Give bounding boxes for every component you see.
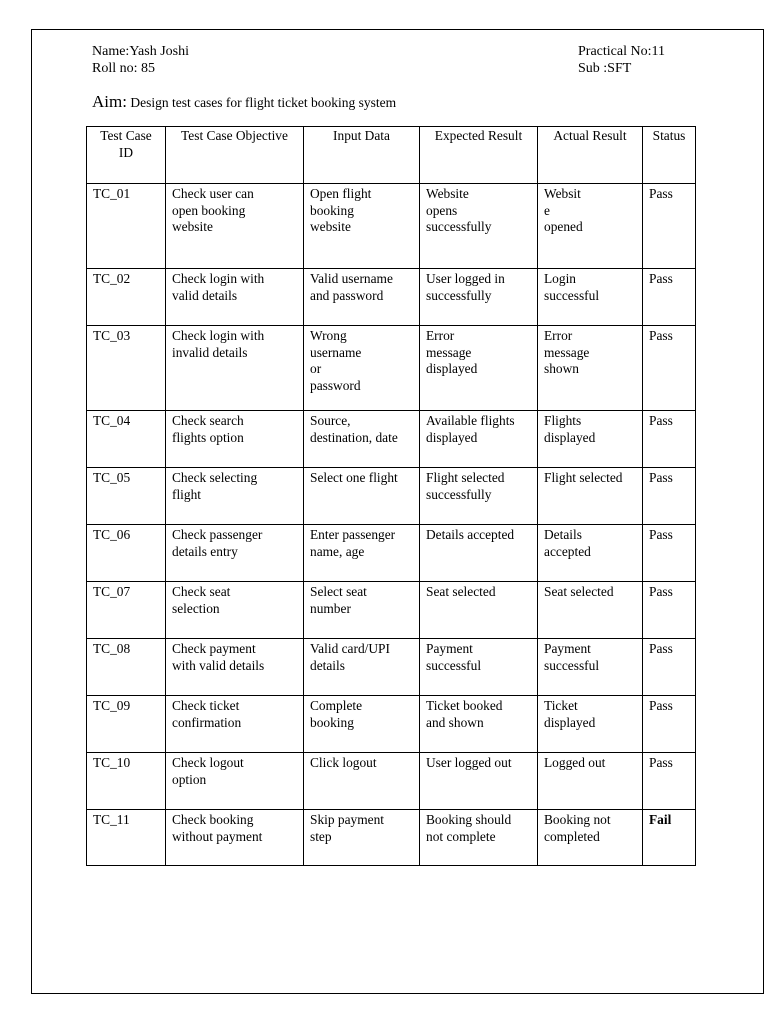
table-cell: Flights displayed [538, 411, 643, 468]
status-cell: Pass [643, 184, 696, 269]
table-cell: TC_04 [87, 411, 166, 468]
table-cell: Check booking without payment [166, 810, 304, 866]
student-name: Name:Yash Joshi [92, 44, 189, 59]
aim-statement [92, 92, 396, 113]
table-cell: TC_11 [87, 810, 166, 866]
table-row [87, 326, 696, 411]
table-cell: Flight selected [538, 468, 643, 525]
table-cell: Skip payment step [304, 810, 420, 866]
table-cell: Ticket displayed [538, 696, 643, 753]
status-cell: Pass [643, 411, 696, 468]
table-row [87, 582, 696, 639]
status-cell: Pass [643, 639, 696, 696]
table-cell: Enter passenger name, age [304, 525, 420, 582]
table-row [87, 753, 696, 810]
table-cell: Check seat selection [166, 582, 304, 639]
status-cell: Pass [643, 525, 696, 582]
table-cell: Booking should not complete [420, 810, 538, 866]
table-cell: Payment successful [420, 639, 538, 696]
test-case-table [86, 126, 696, 866]
practical-number: Practical No:11 [578, 44, 665, 59]
table-cell: Check search flights option [166, 411, 304, 468]
table-cell: Check logout option [166, 753, 304, 810]
table-cell: Select one flight [304, 468, 420, 525]
table-cell: Error message shown [538, 326, 643, 411]
table-cell: Valid username and password [304, 269, 420, 326]
table-cell: Logged out [538, 753, 643, 810]
aim-label: Aim: [92, 92, 127, 111]
table-cell: User logged in successfully [420, 269, 538, 326]
table-cell: Available flights displayed [420, 411, 538, 468]
table-cell: Check ticket confirmation [166, 696, 304, 753]
table-cell: Click logout [304, 753, 420, 810]
column-header: Expected Result [420, 127, 538, 184]
status-cell: Pass [643, 326, 696, 411]
table-cell: TC_06 [87, 525, 166, 582]
table-cell: Booking not completed [538, 810, 643, 866]
column-header: Actual Result [538, 127, 643, 184]
table-row [87, 525, 696, 582]
table-cell: Check passenger details entry [166, 525, 304, 582]
table-row [87, 269, 696, 326]
roll-number: Roll no: 85 [92, 61, 156, 76]
status-cell: Pass [643, 753, 696, 810]
table-cell: Check login with valid details [166, 269, 304, 326]
table-row [87, 468, 696, 525]
table-cell: Payment successful [538, 639, 643, 696]
table-cell: Complete booking [304, 696, 420, 753]
table-cell: Website opens successfully [420, 184, 538, 269]
table-cell: Ticket booked and shown [420, 696, 538, 753]
table-cell: Wrong username or password [304, 326, 420, 411]
table-cell: Seat selected [420, 582, 538, 639]
column-header: Test Case Objective [166, 127, 304, 184]
table-cell: TC_08 [87, 639, 166, 696]
table-cell: Flight selected successfully [420, 468, 538, 525]
table-cell: Login successful [538, 269, 643, 326]
table-cell: TC_05 [87, 468, 166, 525]
table-cell: TC_02 [87, 269, 166, 326]
table-row [87, 810, 696, 866]
table-cell: Check user can open booking website [166, 184, 304, 269]
student-info [92, 43, 189, 77]
table-cell: Check selecting flight [166, 468, 304, 525]
status-cell: Pass [643, 696, 696, 753]
status-cell: Pass [643, 269, 696, 326]
table-cell: Details accepted [420, 525, 538, 582]
table-row [87, 184, 696, 269]
table-header-row [87, 127, 696, 184]
column-header: Status [643, 127, 696, 184]
table-cell: Check payment with valid details [166, 639, 304, 696]
table-cell: Source, destination, date [304, 411, 420, 468]
table-cell: TC_03 [87, 326, 166, 411]
table-cell: Websit e opened [538, 184, 643, 269]
table-cell: Details accepted [538, 525, 643, 582]
table-cell: TC_09 [87, 696, 166, 753]
status-cell: Pass [643, 468, 696, 525]
table-cell: Valid card/UPI details [304, 639, 420, 696]
table-cell: TC_10 [87, 753, 166, 810]
column-header: Test Case ID [87, 127, 166, 184]
table-cell: TC_01 [87, 184, 166, 269]
status-cell: Pass [643, 582, 696, 639]
practical-info [578, 43, 665, 77]
status-cell: Fail [643, 810, 696, 866]
table-cell: Select seat number [304, 582, 420, 639]
table-cell: Open flight booking website [304, 184, 420, 269]
table-row [87, 639, 696, 696]
table-row [87, 411, 696, 468]
column-header: Input Data [304, 127, 420, 184]
table-row [87, 696, 696, 753]
table-cell: User logged out [420, 753, 538, 810]
subject: Sub :SFT [578, 61, 632, 76]
aim-text: Design test cases for flight ticket booking system [126, 95, 397, 110]
table-cell: Seat selected [538, 582, 643, 639]
table-cell: Check login with invalid details [166, 326, 304, 411]
table-cell: Error message displayed [420, 326, 538, 411]
table-cell: TC_07 [87, 582, 166, 639]
